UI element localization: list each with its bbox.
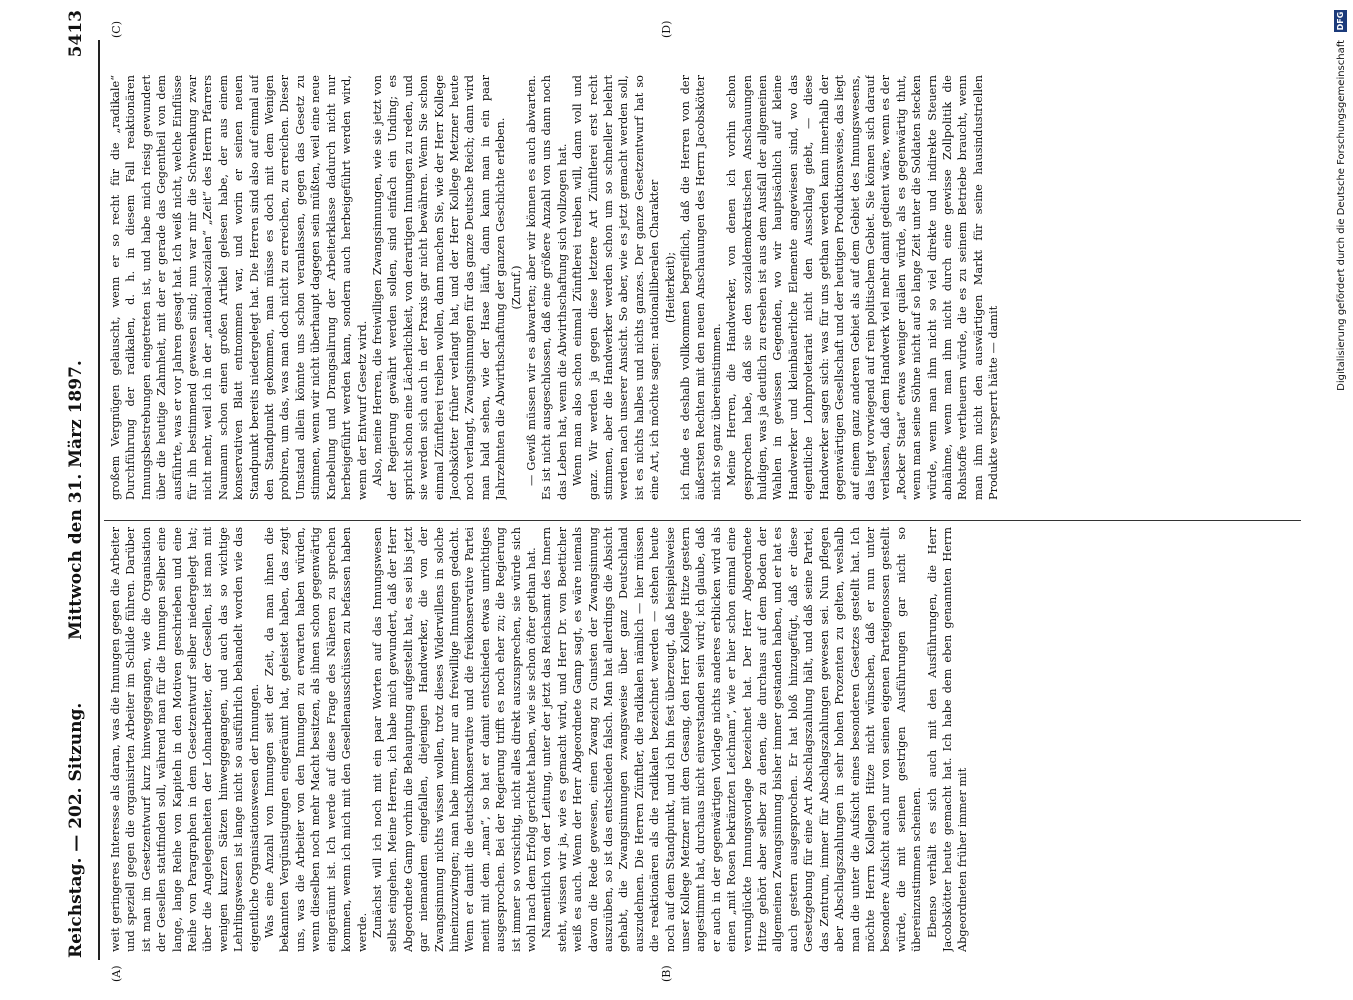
paragraph: Was eine Anzahl von Innungen seit der Zeit, da man ihnen die bekannten Vergünstigungen eingeräumt hat, geleistet haben, das zeigt uns, was die Arbeiter von den Innungen zu erwarten haben würden, wenn dieselben noch mehr Macht besitzen, als ihnen schon gegenwärtig eingeräumt ist. Ich werde auf diese Frage des Näheren zu sprechen kommen, wenn ich mich mit den Gesellenausschüssen zu befassen haben werde.	[263, 527, 369, 952]
funding-note: Digitalisierung gefördert durch die Deutsche Forschungsgemeinschaft	[1336, 40, 1347, 391]
paragraph: großem Vergnügen gelauscht, wenn er so recht für die „radikale“ Durchführung der radikalen, d. h. in diesem Fall reaktionären Innungsbestrebungen eingetreten ist, und habe mich riesig gewundert über die heutige Zahmheit, mit der er gerade das Gegentheil von dem ausführte, was er vor Jahren gesagt hat. Ich weiß nicht, welche Einflüsse für ihn bestimmend gewesen sind; nun war mir die Schwenkung zwar nicht mehr, weil ich in der „national-sozialen“ „Zeit“ des Herrn Pfarrers Naumann schon einen großen Artikel gelesen habe, der aus einem konservativen Blatt entnommen war, und worin er seinen neuen Standpunkt bereits niedergelegt hat. Die Herren sind also auf einmal auf den Standpunkt gekommen, man müsse es doch mit dem Wenigen probiren, um das, was man doch nicht zu erreichen, zu erreichen. Dieser Umstand allein könnte uns schon veranlassen, gegen das Gesetz zu stimmen, wenn wir nicht überhaupt dagegen sein müßten, weil eine neue Knebelung und Drangsalirung der Arbeiterklasse dadurch nicht nur herbeigeführt werden kann, sondern auch herbeigeführt werden wird, wenn der Entwurf Gesetz wird.	[109, 75, 369, 500]
margin-marker-a: (A)	[110, 965, 123, 982]
header-date: Mittwoch den 31. März 1897.	[66, 360, 86, 640]
paragraph: weit geringeres Interesse als daran, was die Innungen gegen die Arbeiter und speziell gegen die organisirten Arbeiter im Schilde führen. Darüber ist man im Gesetzentwurf kurz hinweggegangen, wie die Organisation der Gesellen stattfinden soll, während man für die Innungen selber eine lange, lange Reihe von Kapiteln in den Motiven geschrieben und eine Reihe von Paragraphen in dem Gesetzentwurf selber niedergelegt hat; über die Angelegenheiten der Lohnarbeiter, der Gesellen, ist man mit wenigen kurzen Sätzen hinweggegangen, und auch das so wichtige Lehrlingswesen ist lange nicht so ausführlich behandelt worden wie das eigentliche Organisationswesen der Innungen.	[109, 527, 261, 952]
margin-marker-d: (D)	[660, 20, 673, 38]
paragraph: Zunächst will ich noch mit ein paar Worten auf das Innungswesen selbst eingehen. Meine Herren, ich habe mich gewundert, daß der Herr Abgeordnete Gamp vorhin die Behauptung aufgestellt hat, es sei bis jetzt gar niemandem eingefallen, diejenigen Handwerker, die von der Zwangsinnung nichts wissen wollen, trotz dieses Widerwillens in solche hineinzuzwingen; man habe immer nur an freiwillige Innungen gedacht. Wenn er damit die deutschkonservative und die freikonservative Partei meint mit dem „man“, so hat er damit entschieden etwas unrichtiges ausgesprochen. Bei der Regierung trifft es noch eher zu; die Regierung ist immer so vorsichtig, nicht alles direkt auszusprechen, sie würde sich wohl nach dem Erfolg gerichtet haben, wie sie schon öfter gethan hat.	[370, 527, 538, 952]
header-rule	[98, 40, 100, 960]
interjection: (Zuruf.)	[509, 265, 523, 310]
paragraph: Also, meine Herren, die freiwilligen Zwangsinnungen, wie sie jetzt von der Regierung gewährt werden sollen, sind einfach ein Unding; es spricht schon eine Lächerlichkeit, von derartigen Innungen zu reden, und sie werden sich auch in der Praxis gar nicht bewähren. Wenn Sie schon einmal Zünftlerei treiben wollen, dann machen Sie, wie der Herr Kollege Jacobskötter früher verlangt hat, und der Herr Kollege Metzner heute noch verlangt, Zwangsinnungen für das ganze Deutsche Reich; dann wird man bald sehen, wie der Hase läuft, dann kann man in ein paar Jahrzehnten die Abwirthschaftung der ganzen Geschichte erleben.	[370, 75, 508, 500]
paragraph: Ebenso verhält es sich auch mit den Ausführungen, die Herr Jacobskötter heute gemacht hat. Ich habe dem eben genannten Herrn Abgeordneten früher immer mit	[925, 527, 970, 952]
interjection: (Heiterkeit);	[663, 251, 677, 324]
header-left: Reichstag. — 202. Sitzung.	[66, 702, 86, 958]
paragraph: Meine Herren, die Handwerker, von denen ich vorhin schon gesprochen habe, daß sie den sozialdemokratischen Anschauungen huldigen, was ja deutlich zu ersehen ist aus dem Ausfall der allgemeinen Wahlen in gewissen Gegenden, wo wir hauptsächlich auf kleine Handwerker und kleinbäuerliche Elemente angewiesen sind, wo das eigentliche Lohnproletariat nicht den Ausschlag giebt, — diese Handwerker sagen sich: was für uns gethan werden kann innerhalb der gegenwärtigen Gesellschaft und der heutigen Produktionsweise, das liegt auf einem ganz anderen Gebiet als auf dem Gebiet des Innungswesens, das liegt vorwiegend auf rein politischem Gebiet. Sie können sich darauf verlassen, daß dem Handwerk viel mehr damit gedient wäre, wenn es der „Rocker Staat“ etwas weniger quälen würde, als es gegenwärtig thut, wenn man seine Söhne nicht auf so lange Zeit unter die Soldaten stecken würde, wenn man ihm nicht so viel direkte und indirekte Steuern abnähme, wenn man ihm nicht durch eine gewisse Zollpolitik die Rohstoffe vertheuern würde, die es zu seinem Betriebe braucht, wenn man ihm nicht den auswärtigen Markt für seine hausindustriellen Produkte versperrt hätte — damit	[725, 75, 1001, 500]
left-column	[108, 527, 1303, 952]
running-header	[60, 0, 94, 1000]
page-number: 5413	[66, 10, 86, 58]
paragraph: Namentlich von der Leitung, unter der jetzt das Reichsamt des Innern steht, wissen wir ja, wie es gemacht wird, und Herr Dr. von Boetticher weiß es auch. Wenn der Herr Abgeordnete Gamp sagt, es wäre niemals davon die Rede gewesen, einen Zwang zu Gunsten der Zwangsinnung auszuüben, so ist das entschieden falsch. Man hat allerdings die Absicht gehabt, die Zwangsinnungen zwangsweise über ganz Deutschland auszudehnen. Die Herren Zünftler, die radikalen nämlich — hier müssen die reaktionären als die radikalen bezeichnet werden — stehen heute noch auf dem Standpunkt, und ich bin fest überzeugt, daß beispielsweise unser Kollege Metzner mit dem Gesang, den Herr Kollege Hitze gestern angestimmt hat, durchaus nicht einverstanden sein wird; ich glaube, daß er auch in der gegenwärtigen Vorlage nichts anderes erblicken wird als einen „mit Rosen bekränzten Leichnam“, wie er hier schon einmal eine verunglückte Innungsvorlage bezeichnet hat. Der Herr Abgeordnete Hitze gehört aber selber zu denen, die durchaus auf dem Boden der allgemeinen Zwangsinnung bisher immer gestanden haben, und er hat es auch gestern ausgesprochen. Er hat bloß hinzugefügt, daß er diese Gesetzgebung für eine Art Abschlagszahlung hält, und daß seine Partei, das Zentrum, immer für Abschlagszahlungen gewesen sei. Nun pflegen aber Abschlagszahlungen in sehr hohen Prozenten zu gelten, weshalb man die unter die Aufsicht eines besonderen Gesetzes gestellt hat. Ich möchte Herrn Kollegen Hitze nicht wünschen, daß er nun unter besondere Aufsicht auch nur von seinen eigenen Parteigenossen gestellt würde, die mit seinen gestrigen Ausführungen gar nicht so übereinzustimmen scheinen.	[540, 527, 924, 952]
margin-marker-c: (C)	[110, 21, 123, 38]
margin-marker-b: (B)	[660, 965, 673, 982]
dfg-logo: DFG	[1336, 11, 1345, 31]
paragraph: ich finde es deshalb vollkommen begreiflich, daß die Herren von der äußersten Rechten mit den neuen Anschauungen des Herrn Jacobskötter nicht so ganz übereinstimmen.	[679, 75, 723, 500]
funding-footer	[1332, 0, 1352, 1000]
paragraph: Wenn man also schon einmal Zünftlerei treiben will, dann voll und ganz. Wir werden ja gegen diese letztere Art Zünftlerei erst recht stimmen, aber die Handwerker werden schon um so schneller belehrt werden nach unserer Ansicht. So aber, wie es jetzt gemacht werden soll, ist es nichts halbes und nichts ganzes. Der ganze Gesetzentwurf hat so eine Art, ich möchte sagen: nationalliberalen Charakter	[571, 75, 662, 500]
column-divider	[104, 520, 1301, 521]
paragraph: — Gewiß müssen wir es abwarten; aber wir können es auch abwarten. Es ist nicht ausgeschlossen, daß eine größere Anzahl von uns dann noch das Leben hat, wenn die Abwirthschaftung sich vollzogen hat.	[524, 75, 569, 500]
right-column	[108, 75, 1303, 500]
